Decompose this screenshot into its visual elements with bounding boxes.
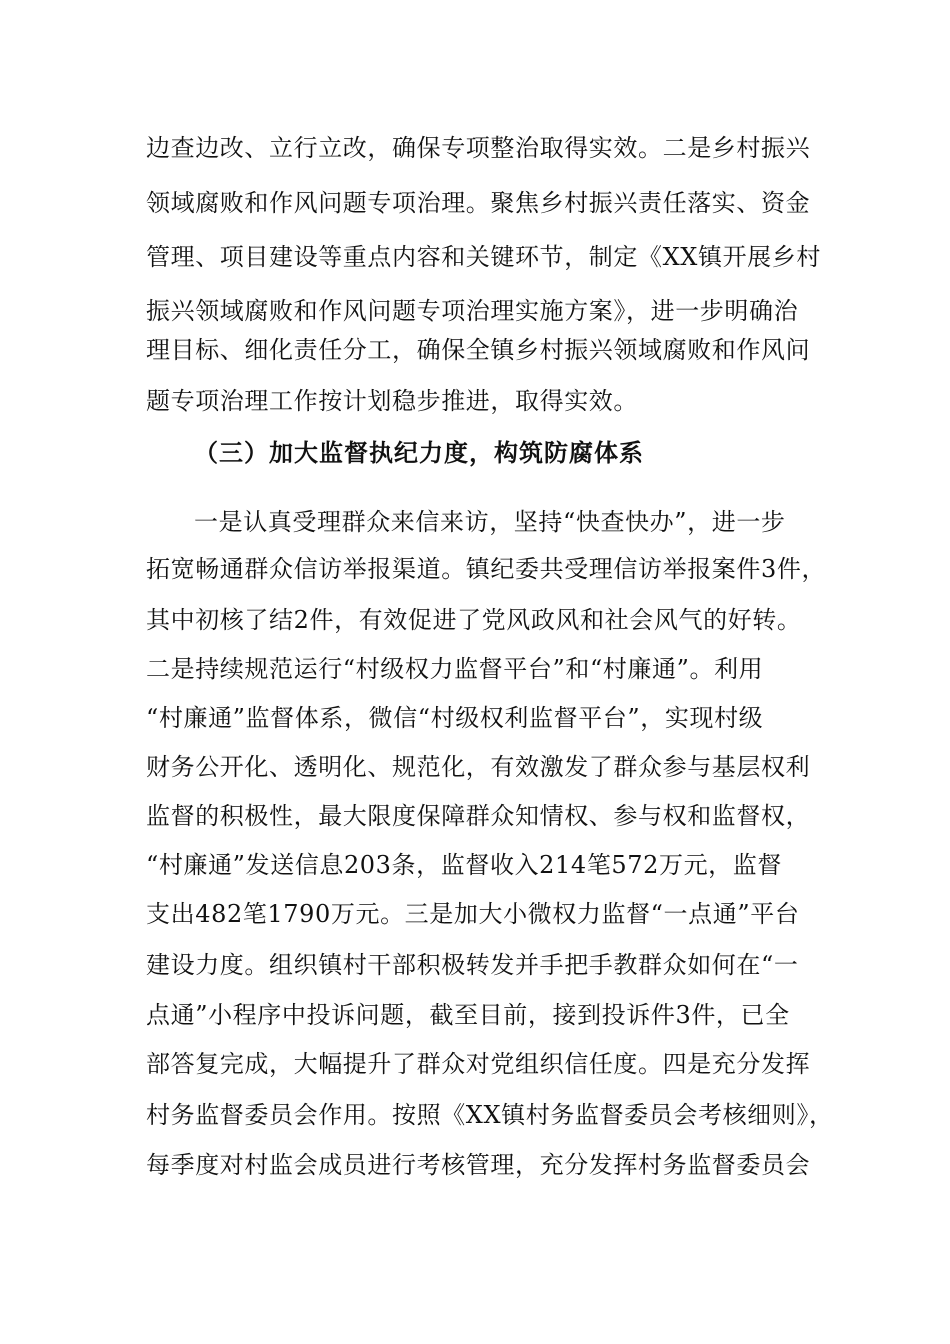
paragraph-2-line-5: “村廉通”监督体系，微信“村级权利监督平台”，实现村级	[146, 704, 764, 732]
paragraph-1-line-6: 题专项治理工作按计划稳步推进，取得实效。	[146, 387, 638, 415]
paragraph-2-line-9: 支出482笔1790万元。三是加大小微权力监督“一点通”平台	[146, 900, 800, 928]
paragraph-1-line-4: 振兴领域腐败和作风问题专项治理实施方案》，进一步明确治	[146, 297, 799, 325]
paragraph-2-line-6: 财务公开化、透明化、规范化，有效激发了群众参与基层权利	[146, 753, 811, 781]
paragraph-2-line-1: 一是认真受理群众来信来访，坚持“快查快办”，进一步	[194, 508, 786, 536]
paragraph-2-line-11: 点通”小程序中投诉问题，截至目前，接到投诉件3件，已全	[146, 1001, 790, 1029]
paragraph-1-line-1: 边查边改、立行立改，确保专项整治取得实效。二是乡村振兴	[146, 134, 811, 162]
paragraph-1-line-5: 理目标、细化责任分工，确保全镇乡村振兴领域腐败和作风问	[146, 336, 811, 364]
paragraph-2-line-4: 二是持续规范运行“村级权力监督平台”和“村廉通”。利用	[146, 655, 764, 683]
paragraph-2-line-10: 建设力度。组织镇村干部积极转发并手把手教群众如何在“一	[146, 951, 799, 979]
paragraph-1-line-3: 管理、项目建设等重点内容和关键环节，制定《XX镇开展乡村	[146, 243, 821, 271]
paragraph-2-line-3: 其中初核了结2件，有效促进了党风政风和社会风气的好转。	[146, 606, 802, 634]
paragraph-2-line-13: 村务监督委员会作用。按照《XX镇村务监督委员会考核细则》，	[146, 1101, 834, 1129]
paragraph-2-line-14: 每季度对村监会成员进行考核管理，充分发挥村务监督委员会	[146, 1151, 811, 1179]
paragraph-1-line-2: 领域腐败和作风问题专项治理。聚焦乡村振兴责任落实、资金	[146, 189, 811, 217]
paragraph-2-line-12: 部答复完成，大幅提升了群众对党组织信任度。四是充分发挥	[146, 1050, 811, 1078]
section-heading: （三）加大监督执纪力度，构筑防腐体系	[194, 439, 644, 467]
paragraph-2-line-7: 监督的积极性，最大限度保障群众知情权、参与权和监督权，	[146, 802, 811, 830]
paragraph-2-line-2: 拓宽畅通群众信访举报渠道。镇纪委共受理信访举报案件3件，	[146, 555, 827, 583]
paragraph-2-line-8: “村廉通”发送信息203条，监督收入214笔572万元，监督	[146, 851, 782, 879]
